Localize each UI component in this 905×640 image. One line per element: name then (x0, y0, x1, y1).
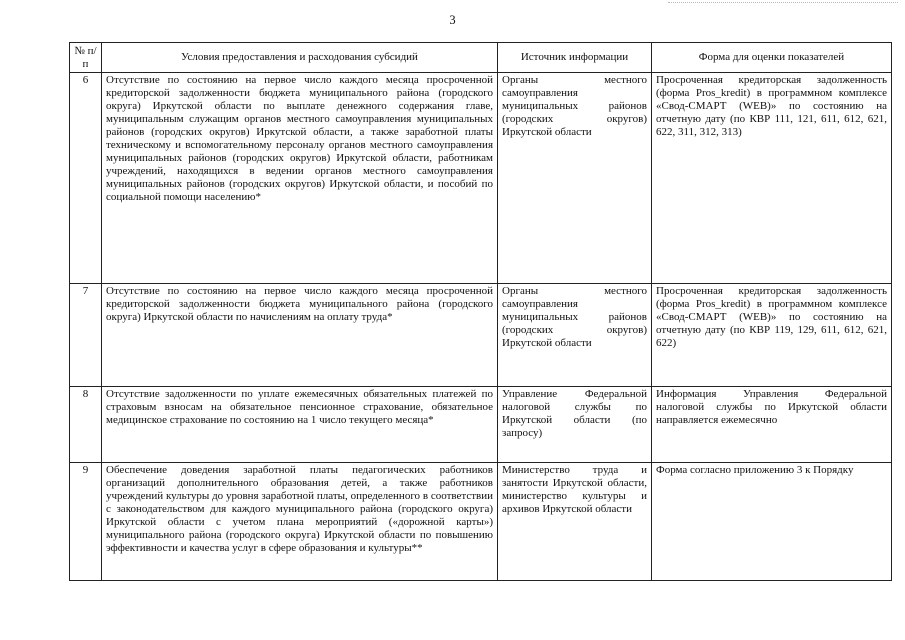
row-form: Просроченная кредиторская задолженность (форма Pros_kredit) в программном комплексе «Свод-СМАРТ (WEB)» по состоянию на отчетную дату (по КВР 119, 129, 611, 612, 621, 622) (652, 284, 892, 387)
table-header-row (70, 43, 892, 73)
row-conditions: Отсутствие по состоянию на первое число каждого месяца просроченной кредиторской задолженности бюджета муниципального района (городского округа) Иркутской области по начислениям на оплату труда* (102, 284, 498, 387)
row-conditions: Обеспечение доведения заработной платы педагогических работников организаций дополнительного образования детей, а также работников учреждений культуры до уровня заработной платы, определенного в соответствии с законодательством для каждого муниципального района (городского округа) Иркутской области с учетом плана мероприятий («дорожной карты») муниципального района (городского округа) Иркутской области по повышению эффективности и качества услуг в сфере образования и культуры** (102, 463, 498, 581)
row-form: Форма согласно приложению 3 к Порядку (652, 463, 892, 581)
row-source: Органы местного самоуправления муниципальных районов (городских округов) Иркутской области (498, 284, 652, 387)
row-num: 6 (70, 73, 102, 284)
table-row (70, 463, 892, 581)
header-source: Источник информации (498, 43, 652, 73)
row-form: Просроченная кредиторская задолженность (форма Pros_kredit) в программном комплексе «Свод-СМАРТ (WEB)» по состоянию на отчетную дату (по КВР 111, 121, 611, 612, 621, 622, 311, 312, 313) (652, 73, 892, 284)
row-num: 8 (70, 387, 102, 463)
row-form: Информация Управления Федеральной налоговой службы по Иркутской области направляется ежемесячно (652, 387, 892, 463)
row-source: Управление Федеральной налоговой службы по Иркутской области (по запросу) (498, 387, 652, 463)
row-conditions: Отсутствие задолженности по уплате ежемесячных обязательных платежей по страховым взносам на обязательное пенсионное страхование, обязательное медицинское страхование по состоянию на 1 число текущего месяца* (102, 387, 498, 463)
row-num: 7 (70, 284, 102, 387)
header-form: Форма для оценки показателей (652, 43, 892, 73)
row-source: Органы местного самоуправления муниципальных районов (городских округов) Иркутской области (498, 73, 652, 284)
subsidy-conditions-table (69, 42, 892, 581)
top-dotted-line (668, 2, 898, 3)
page-number: 3 (449, 13, 456, 27)
table-row (70, 73, 892, 284)
header-num: № п/п (70, 43, 102, 73)
row-source: Министерство труда и занятости Иркутской области, министерство культуры и архивов Иркутской области (498, 463, 652, 581)
table-row (70, 284, 892, 387)
table-row (70, 387, 892, 463)
row-num: 9 (70, 463, 102, 581)
header-conditions: Условия предоставления и расходования субсидий (102, 43, 498, 73)
row-conditions: Отсутствие по состоянию на первое число каждого месяца просроченной кредиторской задолженности бюджета муниципального района (городского округа) Иркутской области по выплате денежного содержания главе, муниципальным служащим органов местного самоуправления муниципальных районов (городских округов) Иркутской области, а также заработной платы техническому и вспомогательному персоналу органов местного самоуправления муниципальных районов (городских округов) Иркутской области, работникам учреждений, находящихся в ведении органов местного самоуправления муниципальных районов (городских округов) Иркутской области, и пособий по социальной помощи населению* (102, 73, 498, 284)
